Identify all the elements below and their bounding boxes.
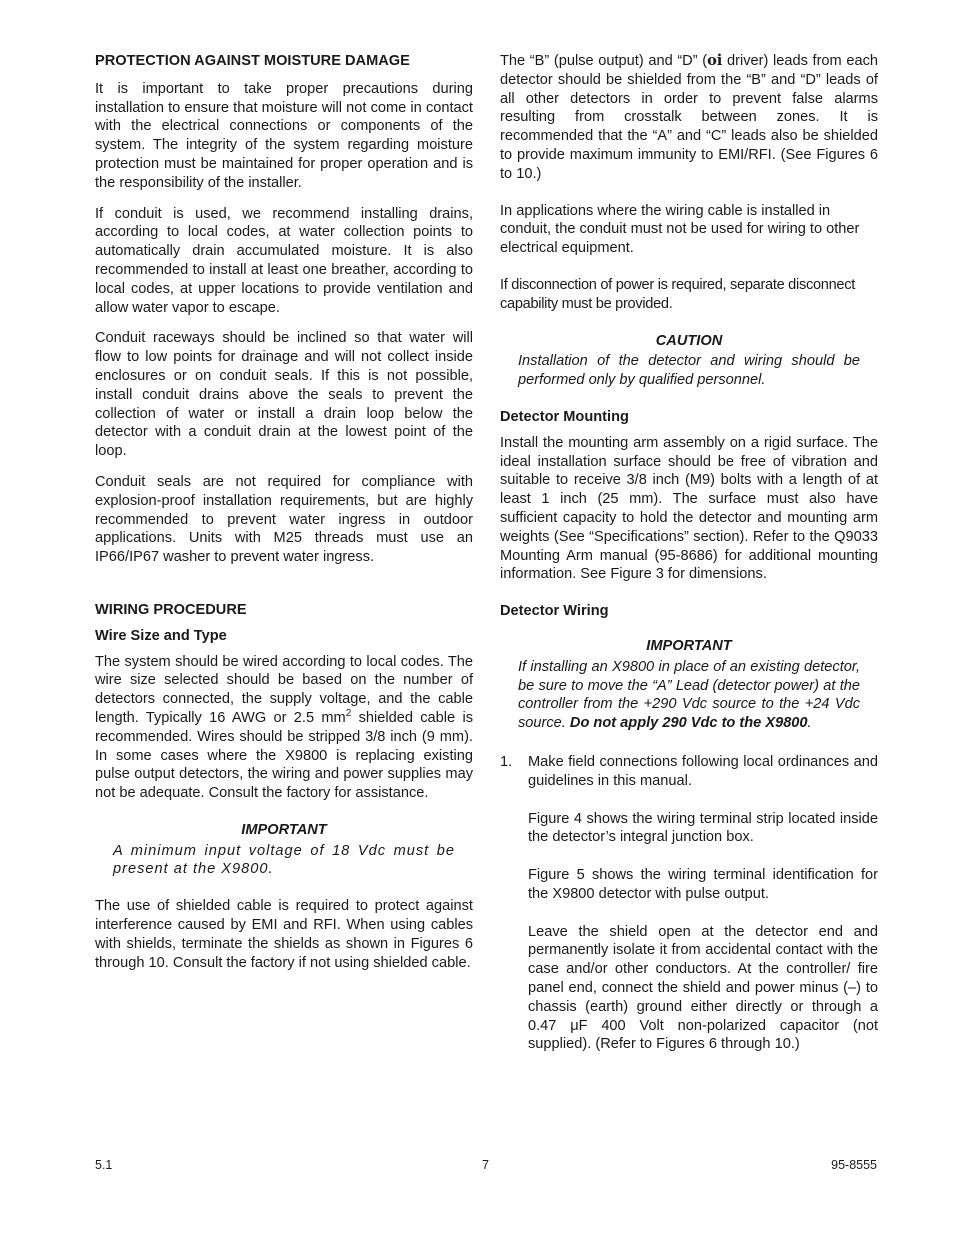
- disconnect-paragraph: If disconnection of power is required, separate disconnect capability must be provided.: [500, 276, 855, 312]
- moisture-heading: PROTECTION AGAINST MOISTURE DAMAGE: [95, 53, 410, 69]
- shielded-cable-paragraph: The use of shielded cable is required to protect against interference caused by EMI and RFI. When using cables with shields, terminate the shields as shown in Figures 6 through 10. Consult the factory if not using shielded cable.: [95, 898, 473, 971]
- moisture-paragraph-4: Conduit seals are not required for compliance with explosion-proof installation requirements, but are highly recommended to prevent water ingress in outdoor applications. Units with M25 threads must use an IP66/IP67 washer to prevent water ingress.: [95, 473, 473, 566]
- important-text: A minimum input voltage of 18 Vdc must be present at the X9800.: [113, 842, 455, 878]
- important-title: IMPORTANT: [241, 821, 327, 838]
- important-note-voltage: [95, 821, 473, 879]
- wire-size-heading: Wire Size and Type: [95, 627, 227, 644]
- important-title-2: IMPORTANT: [646, 637, 732, 654]
- right-column: [500, 52, 878, 1054]
- step-1-paragraph-2: Figure 4 shows the wiring terminal strip located inside the detector’s integral junction box.: [528, 810, 878, 846]
- moisture-paragraph-1: It is important to take proper precautions during installation to ensure that moisture will not come in contact with the electrical connections or components of the system. The integrity of the system regarding moisture protection must be maintained for proper operation and is the responsibility of the installer.: [95, 80, 473, 191]
- step-1-paragraph-4: Leave the shield open at the detector end and permanently isolate it from accidental contact with the case and/or other conductors. At the controller/ fire panel end, connect the shield and power minus (–) to chassis (earth) ground either directly or through a 0.47 μF 400 Volt non-polarized capacitor (not supplied). (Refer to Figures 6 through 10.): [528, 923, 878, 1053]
- list-number: 1.: [500, 753, 513, 770]
- caution-title: CAUTION: [655, 332, 723, 349]
- conduit-paragraph: In applications where the wiring cable is installed in conduit, the conduit must not be used for wiring to other electrical equipment.: [500, 202, 860, 257]
- leads-shielding-paragraph: The “B” (pulse output) and “D” (oi driver) leads from each detector should be shielded from the “B” and “D” leads of all other detectors in order to prevent false alarms resulting from crosstalk between zones. It is recommended that the “A” and “C” leads also be shielded to provide maximum immunity to EMI/RFI. (See Figures 6 to 10.): [500, 52, 878, 182]
- footer-page-number: 7: [482, 1158, 489, 1172]
- moisture-paragraph-2: If conduit is used, we recommend installing drains, according to local codes, at water collection points to automatically drain accumulated moisture. It is also recommended to install at least one breather, according to local codes, at upper locations to provide ventilation and allow water vapor to escape.: [95, 205, 473, 316]
- step-1-paragraph-3: Figure 5 shows the wiring terminal identification for the X9800 detector with pulse output.: [528, 867, 878, 902]
- important-text-2: If installing an X9800 in place of an existing detector, be sure to move the “A” Lead (detector power) at the controller from the +290 Vdc source to the +24 Vdc source. Do not apply 290 Vdc to the X9800.: [518, 658, 860, 732]
- wiring-procedure-heading: WIRING PROCEDURE: [95, 601, 247, 618]
- caution-note: [500, 332, 878, 390]
- wire-size-paragraph: The system should be wired according to local codes. The wire size selected should be based on the number of detectors connected, the supply voltage, and the cable length. Typically 16 AWG or 2.5 $mm^2$ shielded cable is recommended. Wires should be stripped 3/8 inch (9 mm). In some cases where the X9800 is replacing existing pulse output detectors, the wiring and power supplies may not be adequate. Consult the factory for assistance.: [95, 653, 473, 802]
- detector-mounting-heading: Detector Mounting: [500, 408, 629, 425]
- footer-doc-number: 95-8555: [831, 1158, 877, 1172]
- oi-symbol: oi: [707, 52, 723, 69]
- detector-mounting-paragraph: Install the mounting arm assembly on a rigid surface. The ideal installation surface should be free of vibration and suitable to receive 3/8 inch (M9) bolts with a length of at least 1 inch (25 mm). The surface must also have sufficient capacity to hold the detector and mounting arm weights (See “Specifications” section). Refer to the Q9033 Mounting Arm manual (95-8686) for additional mounting information. See Figure 3 for dimensions.: [500, 434, 878, 583]
- moisture-paragraph-3: Conduit raceways should be inclined so that water will flow to low points for drainage and will not collect inside enclosures or on conduit seals. If this is not possible, install conduit drains above the seals to prevent the collection of water or install a drain loop below the detector with a conduit drain at the lowest point of the loop.: [95, 330, 473, 460]
- left-column: [95, 52, 473, 972]
- list-item: [500, 753, 878, 1054]
- detector-wiring-heading: Detector Wiring: [500, 603, 609, 620]
- caution-text: Installation of the detector and wiring should be performed only by qualified personnel.: [518, 353, 860, 389]
- footer-version: 5.1: [95, 1158, 113, 1172]
- important-note-x9800: [500, 637, 878, 733]
- step-1-paragraph-1: Make field connections following local ordinances and guidelines in this manual.: [528, 753, 878, 789]
